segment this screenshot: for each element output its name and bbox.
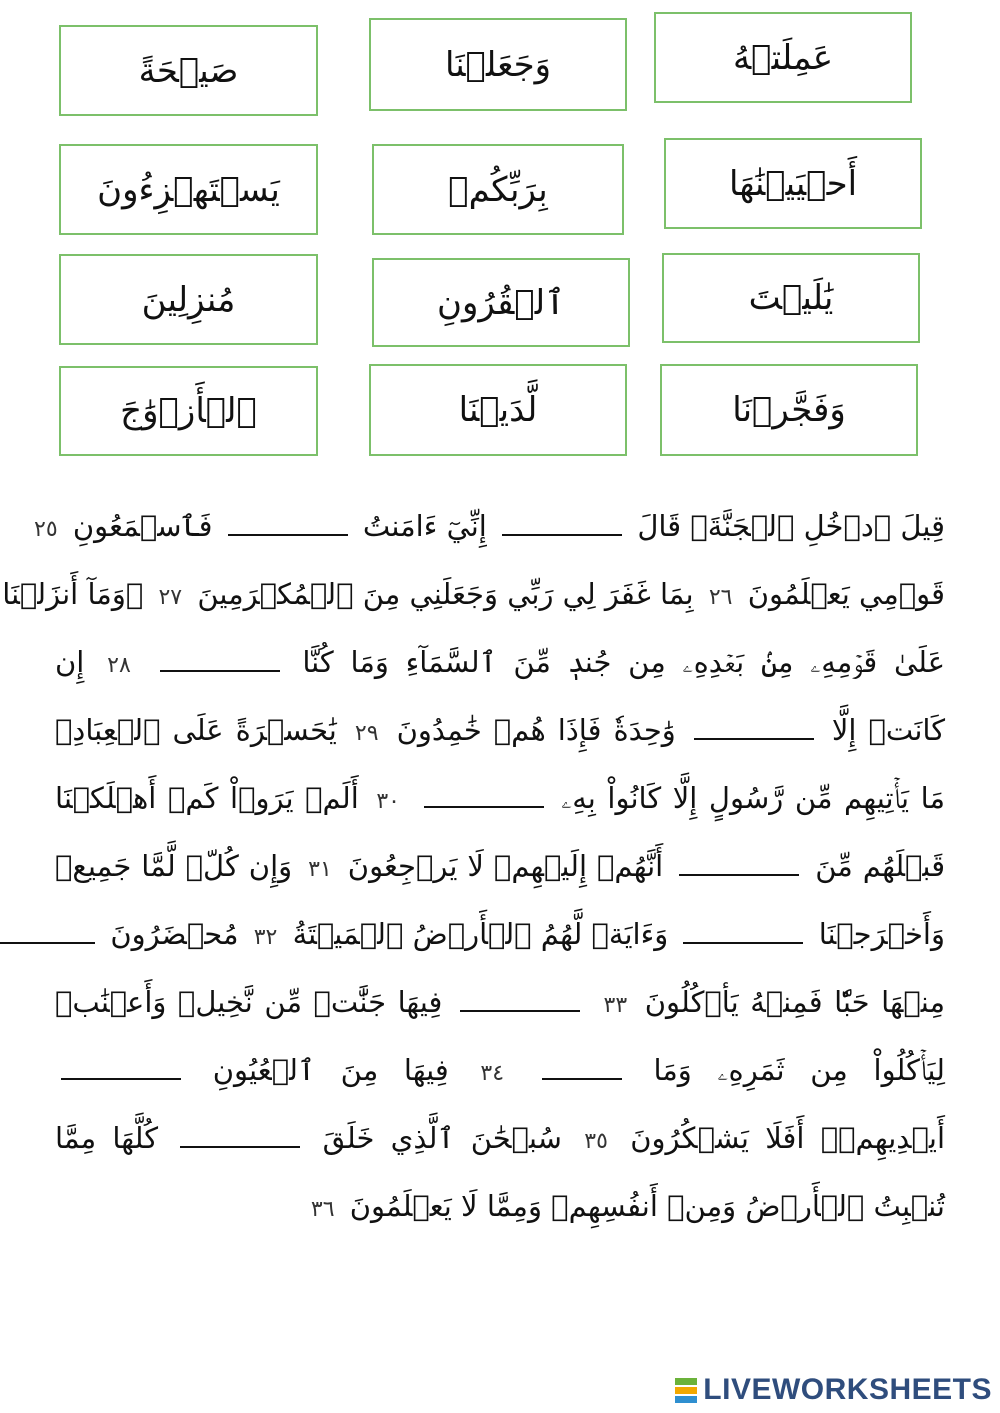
verse-text: فِيهَا مِنَ ٱلۡعُيُونِ <box>212 1053 449 1087</box>
word-card[interactable]: لَّدَيۡنَا <box>369 364 627 456</box>
word-card[interactable]: ٱلۡقُرُونِ <box>372 258 630 347</box>
ayah-number: ٣٠ <box>376 789 400 814</box>
verse-text: قِيلَ ٱدۡخُلِ ٱلۡجَنَّةَۖ <box>690 509 945 543</box>
verse-line <box>55 968 945 1036</box>
verse-line <box>2 560 945 628</box>
verse-text: كَانَتۡ إِلَّا <box>831 713 946 747</box>
answer-blank[interactable] <box>460 982 580 1012</box>
brand-logo <box>675 1373 992 1407</box>
verse-text: قَالَ <box>637 509 682 543</box>
verse-text: إِنِّيٓ ءَامَنتُ <box>362 509 487 543</box>
verse-text: فِيهَا جَنَّٰتٖ مِّن نَّخِيلٖ وَأَعۡنَٰبٖ <box>55 985 443 1019</box>
word-card[interactable]: مُنزِلِينَ <box>59 254 318 345</box>
verse-text: ۞وَمَآ أَنزَلۡنَا <box>2 577 144 611</box>
verse-line <box>55 1036 945 1104</box>
answer-blank[interactable] <box>694 710 814 740</box>
ayah-number: ٢٩ <box>354 721 379 746</box>
verse-passage <box>2 492 946 1240</box>
ayah-number: ٣٦ <box>310 1197 335 1222</box>
answer-blank[interactable] <box>679 846 799 876</box>
verse-text: سُبۡحَٰنَ ٱلَّذِي خَلَقَ <box>322 1121 562 1155</box>
ayah-number: ٣٢ <box>253 925 278 950</box>
ayah-number: ٣١ <box>308 857 332 882</box>
ayah-number: ٢٧ <box>158 585 183 610</box>
word-card[interactable]: ٱلۡأَزۡوَٰجَ <box>59 366 318 456</box>
verse-text: وَٰحِدَةٗ فَإِذَا هُمۡ خَٰمِدُونَ <box>396 713 676 747</box>
word-card[interactable]: بِرَبِّكُمۡ <box>372 144 624 235</box>
answer-blank[interactable] <box>683 914 803 944</box>
verse-text: عَلَىٰ قَوۡمِهِۦ مِنۢ بَعۡدِهِۦ مِن جُندٖ مِّنَ ٱلسَّمَآءِ وَمَا كُنَّا <box>302 645 946 679</box>
answer-blank[interactable] <box>424 778 544 808</box>
verse-text: لِيَأۡكُلُواْ مِن ثَمَرِهِۦ وَمَا <box>653 1053 946 1087</box>
verse-line <box>55 628 945 696</box>
verse-line <box>55 1104 945 1172</box>
verse-text: أَيۡدِيهِمۡۚ أَفَلَا يَشۡكُرُونَ <box>630 1121 946 1155</box>
brand-name: LIVEWORKSHEETS <box>703 1373 992 1406</box>
word-card[interactable]: عَمِلَتۡهُ <box>654 12 912 103</box>
ayah-number: ٢٨ <box>107 653 131 678</box>
ayah-number: ٢٥ <box>34 517 58 542</box>
word-card[interactable]: يَٰلَيۡتَ <box>662 253 920 343</box>
ayah-number: ٣٣ <box>603 993 628 1018</box>
verse-line <box>55 900 945 968</box>
answer-blank[interactable] <box>228 506 348 536</box>
verse-text: وَإِن كُلّٞ لَّمَّا جَمِيعٞ <box>55 849 293 883</box>
word-card[interactable]: وَجَعَلۡنَا <box>369 18 627 111</box>
verse-text: وَأَخۡرَجۡنَا <box>818 917 945 951</box>
verse-line <box>55 696 945 764</box>
answer-blank[interactable] <box>542 1050 622 1080</box>
verse-line <box>55 832 945 900</box>
verse-text: أَلَمۡ يَرَوۡاْ كَمۡ أَهۡلَكۡنَا <box>55 781 359 815</box>
verse-line <box>55 764 945 832</box>
verse-text: بِمَا غَفَرَ لِي رَبِّي وَجَعَلَنِي مِنَ ٱلۡمُكۡرَمِينَ <box>197 577 694 611</box>
brand-mark-icon <box>675 1378 697 1403</box>
verse-line <box>34 492 945 560</box>
verse-text: مِنۡهَا حَبّٗا فَمِنۡهُ يَأۡكُلُونَ <box>644 985 946 1019</box>
verse-text: إِن <box>55 645 85 679</box>
answer-blank[interactable] <box>0 914 95 944</box>
verse-text: مُحۡضَرُونَ <box>110 917 239 951</box>
verse-text: أَنَّهُمۡ إِلَيۡهِمۡ لَا يَرۡجِعُونَ <box>347 849 664 883</box>
word-card[interactable]: صَيۡحَةً <box>59 25 318 116</box>
verse-text: قَبۡلَهُم مِّنَ <box>815 849 946 883</box>
answer-blank[interactable] <box>61 1050 181 1080</box>
word-card[interactable]: وَفَجَّرۡنَا <box>660 364 918 456</box>
ayah-number: ٣٥ <box>584 1129 608 1154</box>
verse-text: قَوۡمِي يَعۡلَمُونَ <box>747 577 945 611</box>
verse-text: مَا يَأۡتِيهِم مِّن رَّسُولٍ إِلَّا كَانُواْ بِهِۦ <box>561 781 946 815</box>
answer-blank[interactable] <box>502 506 622 536</box>
verse-line <box>55 1172 945 1240</box>
verse-text: وَءَايَةٞ لَّهُمُ ٱلۡأَرۡضُ ٱلۡمَيۡتَةُ <box>292 917 669 951</box>
ayah-number: ٢٦ <box>708 585 733 610</box>
verse-text: تُنۢبِتُ ٱلۡأَرۡضُ وَمِنۡ أَنفُسِهِمۡ وَمِمَّا لَا يَعۡلَمُونَ <box>349 1189 945 1223</box>
ayah-number: ٣٤ <box>480 1061 505 1086</box>
word-card[interactable]: أَحۡيَيۡنَٰهَا <box>664 138 922 229</box>
verse-text: يَٰحَسۡرَةً عَلَى ٱلۡعِبَادِۚ <box>55 713 337 747</box>
answer-blank[interactable] <box>180 1118 300 1148</box>
verse-text: كُلَّهَا مِمَّا <box>55 1121 159 1155</box>
word-card[interactable]: يَسۡتَهۡزِءُونَ <box>59 144 318 235</box>
verse-text: فَٱسۡمَعُونِ <box>72 509 213 543</box>
answer-blank[interactable] <box>160 642 280 672</box>
